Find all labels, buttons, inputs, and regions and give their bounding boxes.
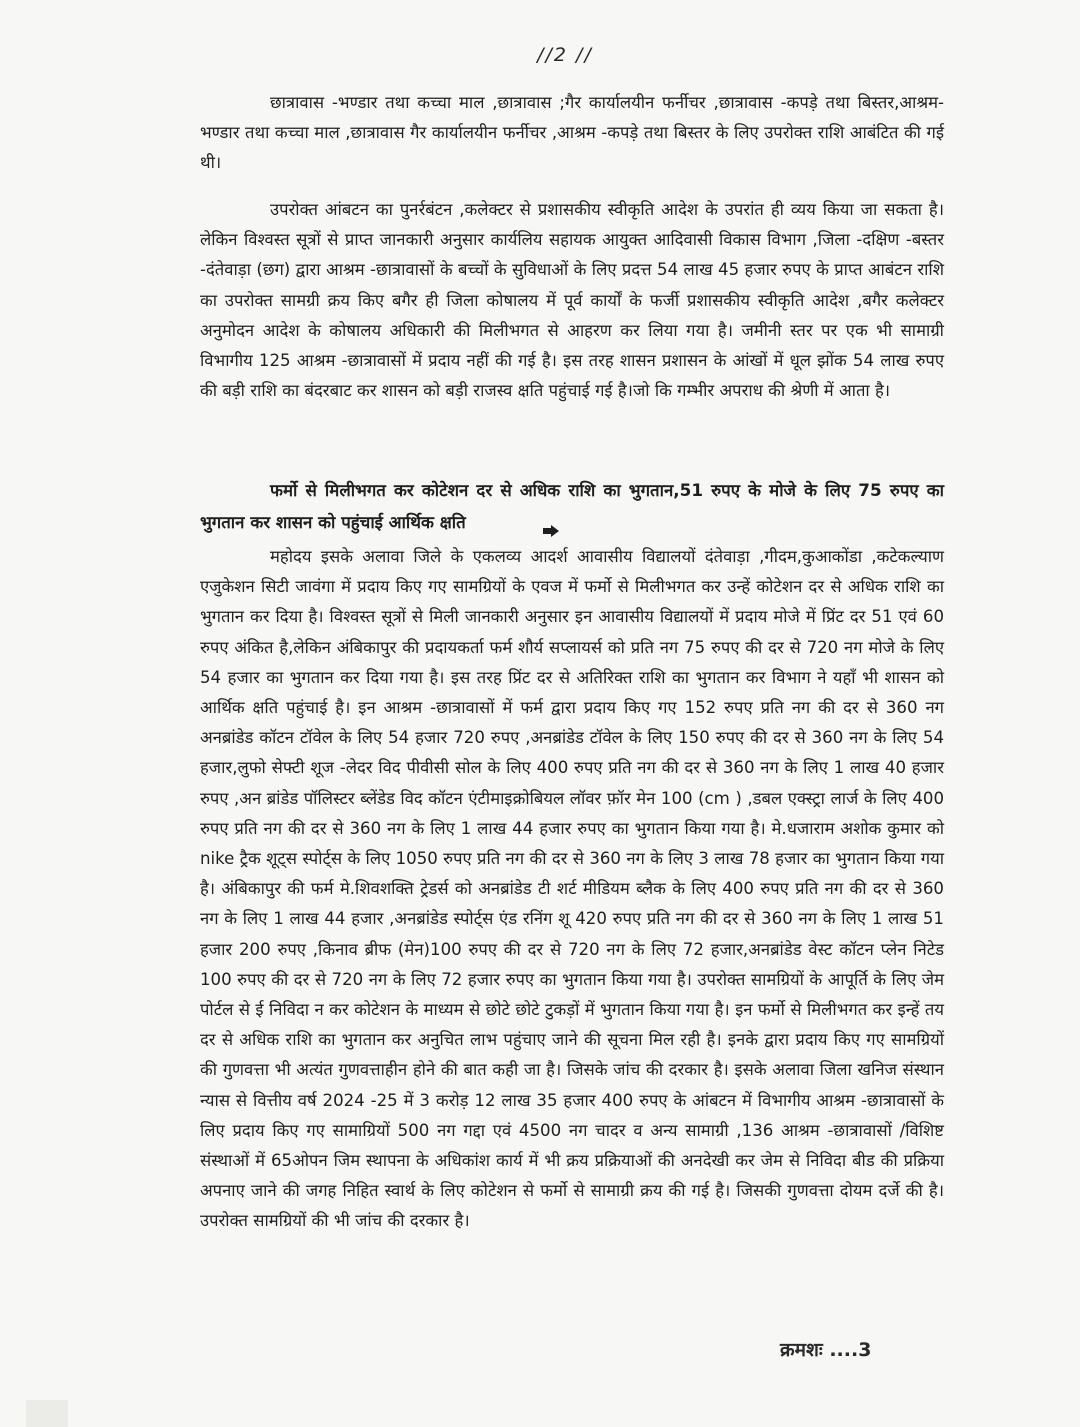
paragraph-text: छात्रावास -भण्डार तथा कच्चा माल ,छात्रावास ;गैर कार्यालयीन फर्नीचर ,छात्रावास -कपड़े तथा बिस्तर,आश्रम- भण्डार तथा कच्चा माल ,छात्रावास गैर कार्यालयीन फर्नीचर ,आश्रम -कपड़े तथा बिस्तर के लिए उपरोक्त राशि आबंटित की गई थी।: [200, 93, 944, 173]
section-heading: [200, 474, 944, 538]
pointing-hand-icon: [472, 516, 490, 530]
paragraph-payment-details: [200, 542, 944, 1237]
paragraph-text: उपरोक्त आंबटन का पुनर्रबंटन ,कलेक्टर से प्रशासकीय स्वीकृति आदेश के उपरांत ही व्यय किया जा सकता है। लेकिन विश्वस्त सूत्रों से प्राप्त जानकारी अनुसार कार्यलिय सहायक आयुक्त आदिवासी विकास विभाग ,जिला -दक्षिण -बस्तर -दंतेवाड़ा (छग) द्वारा आश्रम -छात्रावासों के बच्चों के सुविधाओं के लिए प्रदत्त 54 लाख 45 हजार रुपए के प्राप्त आबंटन राशि का उपरोक्त सामग्री क्रय किए बगैर ही जिला कोषालय में पूर्व कार्यों के फर्जी प्रशासकीय स्वीकृति आदेश ,बगैर कलेक्टर अनुमोदन आदेश के कोषालय अधिकारी की मिलीभगत से आहरण कर लिया गया है। जमीनी स्तर पर एक भी सामाग्री विभागीय 125 आश्रम -छात्रावासों में प्रदाय नहीं की गई है। इस तरह शासन प्रशासन के आंखों में धूल झोंक 54 लाख रुपए की बड़ी राशि का बंदरबाट कर शासन को बड़ी राजस्व क्षति पहुंचाई गई है।जो कि गम्भीर अपराध की श्रेणी में आता है।: [200, 200, 944, 401]
paragraph-misappropriation: [200, 195, 944, 406]
section-heading-text: फर्मो से मिलीभगत कर कोटेशन दर से अधिक राशि का भुगतान,51 रुपए के मोजे के लिए 75 रुपए का भुगतान कर शासन को पहुंचाई आर्थिक क्षति: [200, 480, 944, 532]
paragraph-allotment-items: [200, 88, 944, 179]
section-heading-wrapper: [200, 474, 944, 538]
paragraph-text: महोदय इसके अलावा जिले के एकलव्य आदर्श आवासीय विद्यालयों दंतेवाड़ा ,गीदम,कुआकोंडा ,कटेकल्याण एजुकेशन सिटी जावंगा में प्रदाय किए गए सामग्रियों के एवज में फर्मो से मिलीभगत कर उन्हें कोटेशन दर से अधिक राशि का भुगतान कर दिया है। विश्वस्त सूत्रों से मिली जानकारी अनुसार इन आवासीय विद्यालयों में प्रदाय मोजे में प्रिंट दर 51 एवं 60 रुपए अंकित है,लेकिन अंबिकापुर की प्रदायकर्ता फर्म शौर्य सप्लायर्स को प्रति नग 75 रुपए की दर से 720 नग मोजे के लिए 54 हजार का भुगतान कर दिया गया है। इस तरह प्रिंट दर से अतिरिक्त राशि का भुगतान कर विभाग ने यहाँ भी शासन को आर्थिक क्षति पहुंचाई है। इन आश्रम -छात्रावासों में फर्म द्वारा प्रदाय किए गए 152 रुपए प्रति नग की दर से 360 नग अनब्रांडेड कॉटन टॉवेल के लिए 54 हजार 720 रुपए ,अनब्रांडेड टॉवेल के लिए 150 रुपए की दर से 360 नग के लिए 54 हजार,लुफो सेफ्टी शूज -लेदर विद पीवीसी सोल के लिए 400 रुपए प्रति नग की दर से 360 नग के लिए 1 लाख 40 हजार रुपए ,अन ब्रांडेड पॉलिस्टर ब्लेंडेड विद कॉटन एंटीमाइक्रोबियल लॉवर फ़ॉर मेन 100 (cm ) ,डबल एक्स्ट्रा लार्ज के लिए 400 रुपए प्रति नग की दर से 360 नग के लिए 1 लाख 44 हजार रुपए का भुगतान किया गया है। मे.धजाराम अशोक कुमार को nike ट्रैक शूट्स स्पोर्ट्स के लिए 1050 रुपए प्रति नग की दर से 360 नग के लिए 3 लाख 78 हजार का भुगतान किया गया है। अंबिकापुर की फर्म मे.शिवशक्ति ट्रेडर्स को अनब्रांडेड टी शर्ट मीडियम ब्लैक के लिए 400 रुपए प्रति नग की दर से 360 नग के लिए 1 लाख 44 हजार ,अनब्रांडेड स्पोर्ट्स एंड रनिंग शू 420 रुपए प्रति नग की दर से 360 नग के लिए 1 लाख 51 हजार 200 रुपए ,किनाव ब्रीफ (मेन)100 रुपए की दर से 720 नग के लिए 72 हजार,अनब्रांडेड वेस्ट कॉटन प्लेन निटेड 100 रुपए की दर से 720 नग के लिए 72 हजार रुपए का भुगतान किया गया है। उपरोक्त सामग्रियों के आपूर्ति के लिए जेम पोर्टल से ई निविदा न कर कोटेशन के माध्यम से छोटे छोटे टुकड़ों में भुगतान किया गया है। इन फर्मो से मिलीभगत कर इन्हें तय दर से अधिक राशि का भुगतान कर अनुचित लाभ पहुंचाए जाने की सूचना मिल रही है। इनके द्वारा प्रदाय किए गए सामग्रियों की गुणवत्ता भी अत्यंत गुणवत्ताहीन होने की बात कही जा है। जिसके जांच की दरकार है। इसके अलावा जिला खनिज संस्थान न्यास से वित्तीय वर्ष 2024 -25 में 3 करोड़ 12 लाख 35 हजार 400 रुपए के आंबटन में विभागीय आश्रम -छात्रावासों के लिए प्रदाय किए गए सामाग्रियों 500 नग गद्दा एवं 4500 नग चादर व अन्य सामाग्री ,136 आश्रम -छात्रावासों /विशिष्ट संस्थाओं में 65ओपन जिम स्थापना के अधिकांश कार्य में भी क्रय प्रक्रियाओं की अनदेखी कर जेम से निविदा बीड की प्रक्रिया अपनाए जाने की जगह निहित स्वार्थ के लिए कोटेशन से फर्मो से सामाग्री क्रय की गई है। जिसकी गुणवत्ता दोयम दर्जे की है। उपरोक्त सामग्रियों की भी जांच की दरकार है।: [200, 547, 944, 1231]
page-number: //2 //: [537, 44, 593, 66]
scan-artifact: [26, 1400, 68, 1427]
continued-marker: क्रमशः ....3: [780, 1339, 872, 1361]
